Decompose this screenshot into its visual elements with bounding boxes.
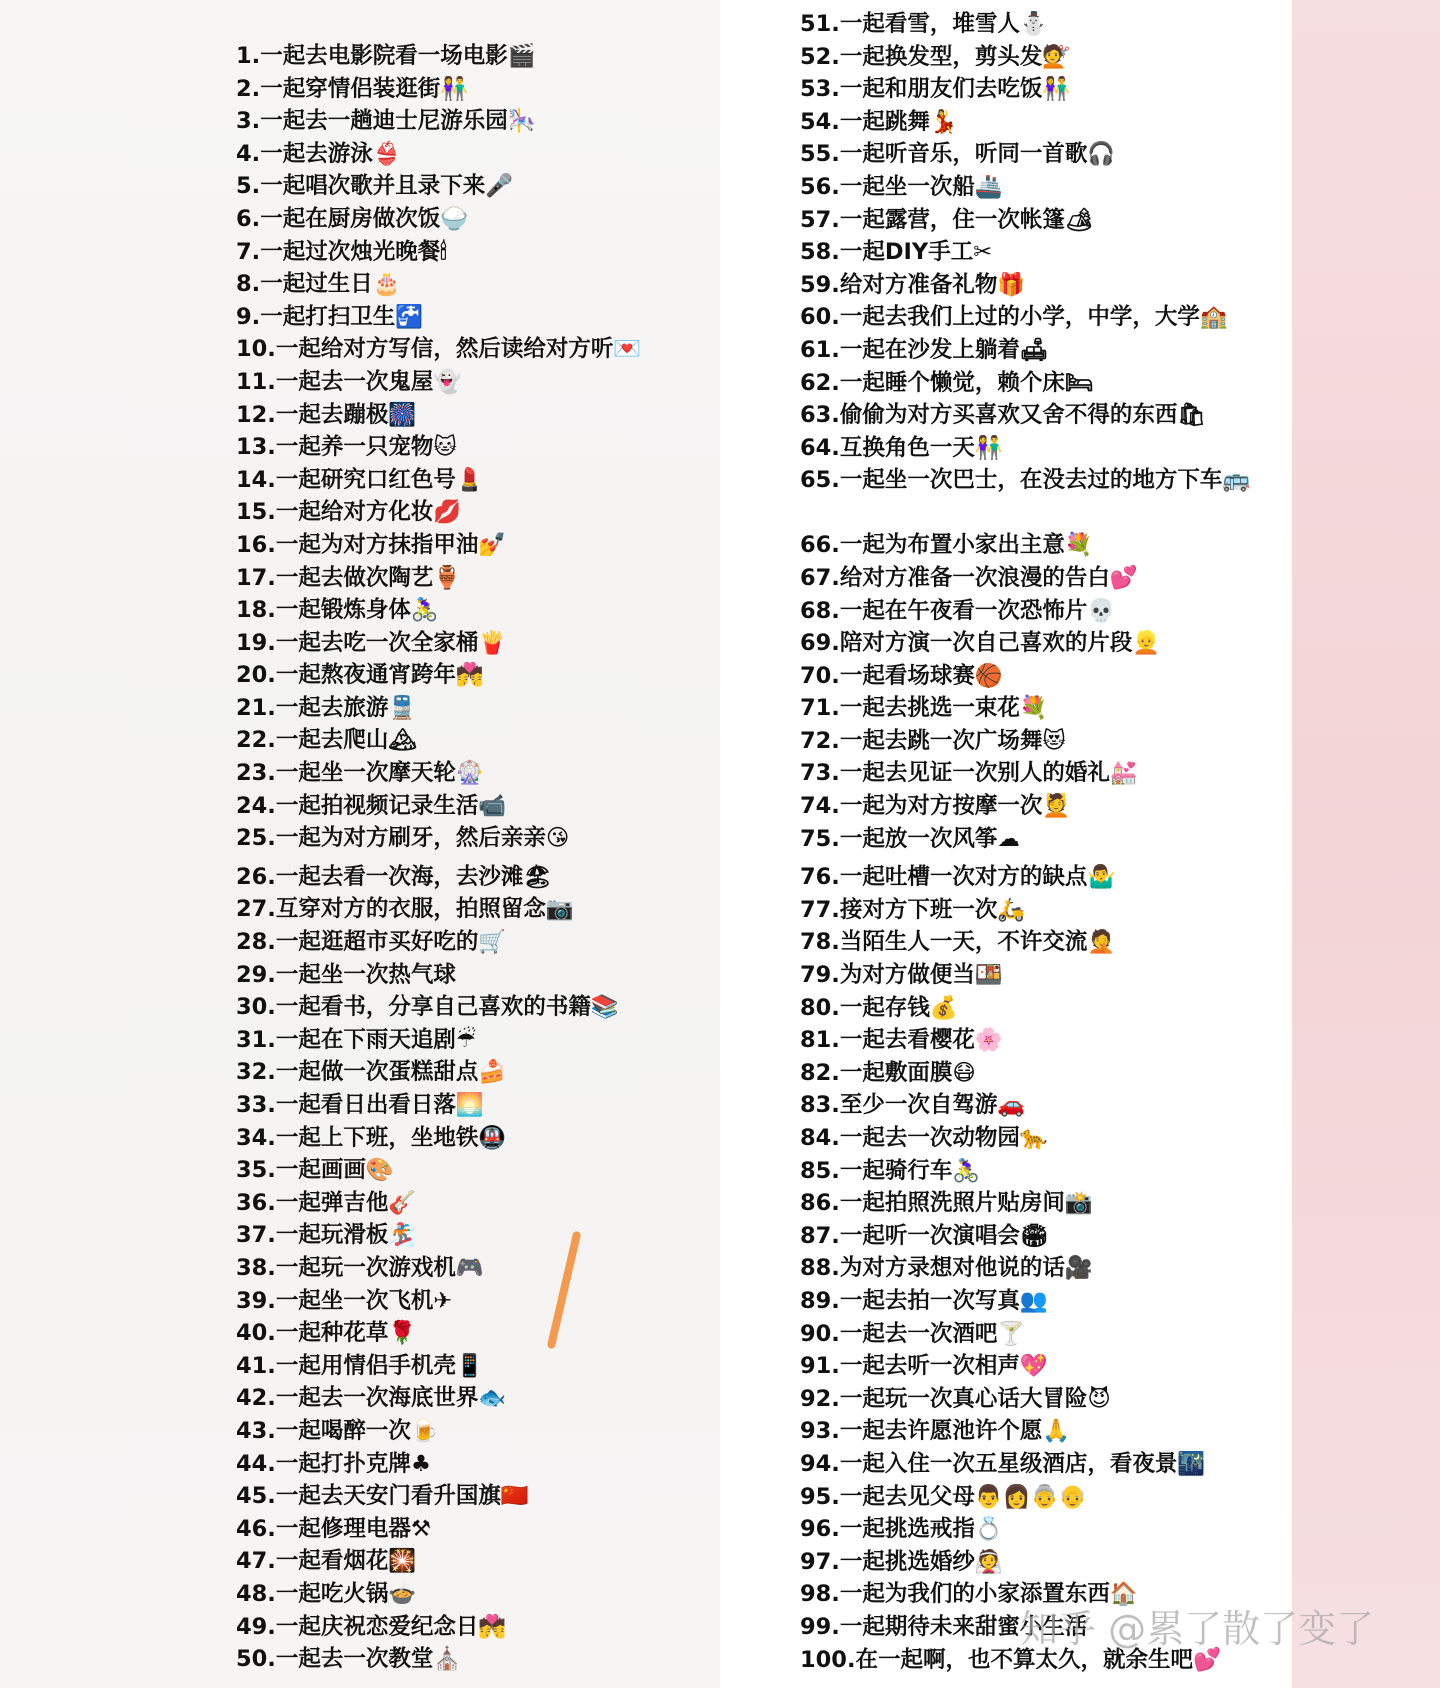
list-item: 29.一起坐一次热气球 — [236, 961, 456, 988]
watermark: 知乎 @累了散了变了 — [1020, 1607, 1375, 1651]
list-item: 74.一起为对方按摩一次💆 — [800, 793, 1071, 820]
list-item: 63.偷偷为对方买喜欢又舍不得的东西🛍 — [800, 402, 1206, 429]
list-item: 58.一起DIY手工✂ — [800, 239, 993, 266]
list-item: 47.一起看烟花🎇 — [236, 1548, 417, 1575]
list-item: 68.一起在午夜看一次恐怖片💀 — [800, 597, 1116, 624]
list-item: 60.一起去我们上过的小学，中学，大学🏫 — [800, 304, 1228, 331]
list-item: 44.一起打扑克牌♣ — [236, 1450, 432, 1477]
list-item: 81.一起去看樱花🌸 — [800, 1027, 1003, 1054]
list-item: 20.一起熬夜通宵跨年💏 — [236, 662, 484, 689]
list-item: 72.一起去跳一次广场舞😻 — [800, 727, 1066, 754]
list-items-51-100 — [800, 8, 1270, 1676]
list-item: 22.一起去爬山🏔 — [236, 727, 417, 754]
list-item: 26.一起去看一次海，去沙滩🏖 — [236, 863, 552, 890]
list-item: 37.一起玩滑板🏂 — [236, 1222, 417, 1249]
list-item: 84.一起去一次动物园🐆 — [800, 1125, 1048, 1151]
list-item: 33.一起看日出看日落🌅 — [236, 1092, 484, 1118]
list-item: 96.一起挑选戒指💍 — [800, 1516, 1003, 1543]
list-item: 82.一起敷面膜😷 — [800, 1059, 976, 1086]
list-item: 21.一起去旅游🚆 — [236, 694, 417, 721]
list-item: 65.一起坐一次巴士，在没去过的地方下车🚌 — [800, 467, 1251, 494]
list-item: 48.一起吃火锅🍲 — [236, 1580, 417, 1607]
list-item: 91.一起去听一次相声💖 — [800, 1353, 1048, 1380]
list-item: 64.互换角色一天👫 — [800, 434, 1003, 461]
list-item: 25.一起为对方刷牙，然后亲亲😘 — [236, 825, 570, 852]
list-item: 89.一起去拍一次写真👥 — [800, 1287, 1048, 1314]
list-item: 55.一起听音乐，听同一首歌🎧 — [800, 141, 1116, 168]
list-item: 51.一起看雪，堆雪人⛄ — [800, 11, 1048, 37]
list-item: 70.一起看场球赛🏀 — [800, 662, 1003, 689]
list-item: 34.一起上下班，坐地铁🚇 — [236, 1124, 507, 1151]
list-item: 77.接对方下班一次🛵 — [800, 896, 1026, 923]
list-item: 30.一起看书，分享自己喜欢的书籍📚 — [236, 994, 619, 1021]
list-item: 36.一起弹吉他🎸 — [236, 1189, 417, 1216]
list-item: 62.一起睡个懒觉，赖个床🛏 — [800, 369, 1094, 396]
list-item: 17.一起去做次陶艺🏺 — [236, 564, 462, 591]
list-item: 92.一起玩一次真心话大冒险😈 — [800, 1385, 1111, 1412]
list-item: 27.互穿对方的衣服，拍照留念📷 — [236, 896, 574, 923]
list-item: 10.一起给对方写信，然后读给对方听💌 — [236, 336, 642, 363]
list-item: 71.一起去挑选一束花💐 — [800, 695, 1048, 722]
list-item: 97.一起挑选婚纱👰 — [800, 1548, 1003, 1575]
list-item: 50.一起去一次教堂⛪ — [236, 1646, 462, 1673]
list-item: 78.当陌生人一天，不许交流🤦 — [800, 929, 1116, 956]
list-item: 73.一起去见证一次别人的婚礼💒 — [800, 760, 1138, 787]
list-item: 45.一起去天安门看升国旗🇨🇳 — [236, 1483, 529, 1510]
list-items-1-50 — [236, 40, 706, 1676]
list-item: 83.至少一次自驾游🚗 — [800, 1092, 1026, 1119]
list-item: 59.给对方准备礼物🎁 — [800, 271, 1026, 298]
list-item: 67.给对方准备一次浪漫的告白💕 — [800, 564, 1138, 591]
list-item: 98.一起为我们的小家添置东西🏠 — [800, 1581, 1138, 1608]
list-item: 100.在一起啊，也不算太久，就余生吧💕 — [800, 1646, 1222, 1673]
list-item: 66.一起为布置小家出主意💐 — [800, 532, 1093, 559]
list-item: 79.为对方做便当🍱 — [800, 962, 1003, 989]
list-item: 46.一起修理电器⚒ — [236, 1515, 432, 1542]
list-item: 31.一起在下雨天追剧☔ — [236, 1026, 477, 1053]
list-item: 2.一起穿情侣装逛街👫 — [236, 75, 469, 102]
list-item: 19.一起去吃一次全家桶🍟 — [236, 629, 507, 656]
list-item: 76.一起吐槽一次对方的缺点🤷‍♂ — [800, 864, 1116, 891]
list-item: 43.一起喝醉一次🍺 — [236, 1417, 439, 1444]
list-item: 52.一起换发型，剪头发💇 — [800, 43, 1071, 70]
list-item: 86.一起拍照洗照片贴房间📸 — [800, 1190, 1093, 1217]
list-item: 4.一起去游泳👙 — [236, 140, 401, 167]
list-item: 39.一起坐一次飞机✈ — [236, 1287, 453, 1314]
list-item: 24.一起拍视频记录生活📹 — [236, 792, 507, 819]
list-item: 14.一起研究口红色号💄 — [236, 466, 484, 493]
list-item: 35.一起画画🎨 — [236, 1157, 394, 1184]
list-item: 9.一起打扫卫生🚰 — [236, 303, 424, 330]
list-item: 54.一起跳舞💃 — [800, 108, 958, 135]
list-item: 3.一起去一趟迪士尼游乐园🎠 — [236, 108, 536, 135]
list-item: 23.一起坐一次摩天轮🎡 — [236, 760, 484, 787]
list-item: 87.一起听一次演唱会🏟 — [800, 1222, 1049, 1249]
list-item: 56.一起坐一次船🚢 — [800, 173, 1003, 200]
list-item: 8.一起过生日🎂 — [236, 271, 401, 298]
list-item: 32.一起做一次蛋糕甜点🍰 — [236, 1059, 507, 1086]
list-item: 57.一起露营，住一次帐篷🏕 — [800, 206, 1094, 233]
list-item: 18.一起锻炼身体🚴‍♀ — [236, 597, 439, 624]
list-item: 15.一起给对方化妆💋 — [236, 499, 462, 526]
list-item: 80.一起存钱💰 — [800, 994, 958, 1021]
list-item: 7.一起过次烛光晚餐🕯 — [236, 238, 447, 265]
pink-background-strip — [1292, 0, 1440, 1688]
list-item: 95.一起去见父母👨👩👵👴 — [800, 1483, 1087, 1510]
list-item: 6.一起在厨房做次饭🍚 — [236, 205, 469, 232]
list-item: 1.一起去电影院看一场电影🎬 — [236, 43, 536, 69]
list-item: 75.一起放一次风筝☁ — [800, 825, 1020, 852]
list-item: 12.一起去蹦极🎆 — [236, 401, 417, 428]
list-item: 5.一起唱次歌并且录下来🎤 — [236, 173, 514, 200]
list-item: 90.一起去一次酒吧🍸 — [800, 1320, 1026, 1347]
list-item: 53.一起和朋友们去吃饭👫 — [800, 76, 1071, 103]
list-item: 69.陪对方演一次自己喜欢的片段👱 — [800, 630, 1161, 657]
list-item: 85.一起骑行车🚴‍♀ — [800, 1157, 981, 1184]
list-item: 11.一起去一次鬼屋👻 — [236, 368, 462, 395]
list-item: 49.一起庆祝恋爱纪念日💏 — [236, 1613, 507, 1640]
list-item: 42.一起去一次海底世界🐟 — [236, 1385, 507, 1412]
list-item: 28.一起逛超市买好吃的🛒 — [236, 929, 507, 956]
list-item: 38.一起玩一次游戏机🎮 — [236, 1254, 484, 1281]
list-item: 88.为对方录想对他说的话🎥 — [800, 1255, 1093, 1282]
list-item: 99.一起期待未来甜蜜小生活 — [800, 1613, 1088, 1640]
list-item: 40.一起种花草🌹 — [236, 1320, 417, 1347]
list-item: 61.一起在沙发上躺着🛋 — [800, 336, 1049, 363]
list-item: 94.一起入住一次五星级酒店，看夜景🌃 — [800, 1450, 1206, 1477]
list-item: 13.一起养一只宠物🐱 — [236, 434, 457, 461]
list-item: 93.一起去许愿池许个愿🙏 — [800, 1418, 1071, 1445]
list-item: 41.一起用情侣手机壳📱 — [236, 1352, 484, 1379]
list-item: 16.一起为对方抹指甲油💅 — [236, 531, 507, 558]
